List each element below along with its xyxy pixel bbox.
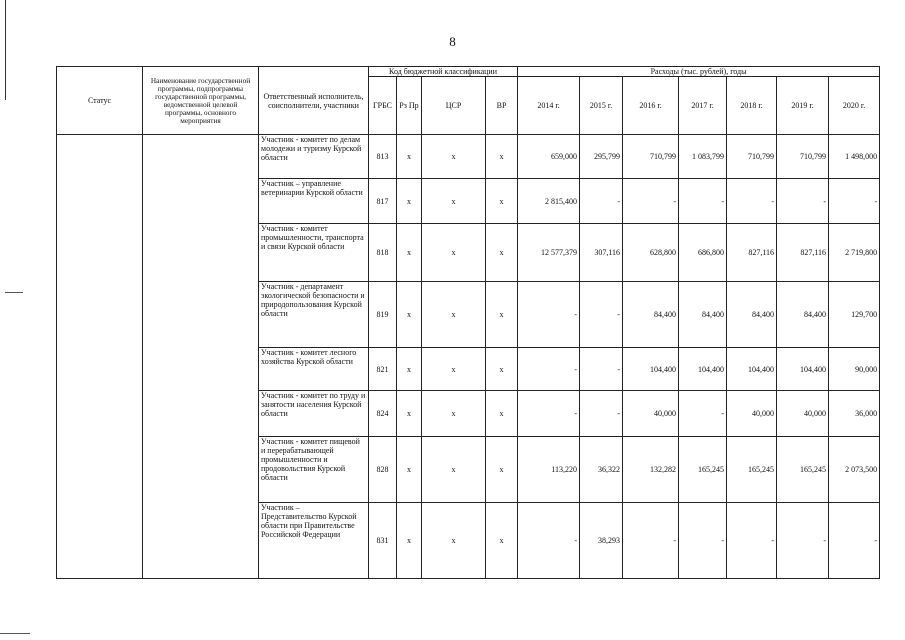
- budget-table: [56, 66, 880, 579]
- value-cell: 84,400: [679, 282, 727, 348]
- rzpr-cell: x: [397, 503, 422, 579]
- executor-cell: Участник - комитет лесного хозяйства Курской области: [259, 348, 369, 391]
- value-cell: -: [518, 391, 580, 437]
- value-cell: -: [580, 282, 623, 348]
- rzpr-cell: x: [397, 179, 422, 224]
- value-cell: 307,116: [580, 224, 623, 282]
- value-cell: -: [679, 179, 727, 224]
- value-cell: -: [518, 282, 580, 348]
- executor-cell: Участник - комитет промышленности, транспорта и связи Курской области: [259, 224, 369, 282]
- executor-cell: Участник - комитет по делам молодежи и туризму Курской области: [259, 135, 369, 179]
- csr-cell: x: [422, 503, 486, 579]
- rzpr-cell: x: [397, 437, 422, 503]
- value-cell: 710,799: [623, 135, 679, 179]
- grbs-cell: 821: [369, 348, 397, 391]
- page-number: 8: [449, 34, 456, 49]
- value-cell: 710,799: [727, 135, 777, 179]
- header-budget-code-group: Код бюджетной классификации: [369, 67, 518, 77]
- value-cell: 827,116: [727, 224, 777, 282]
- bottom-margin-tick: [0, 633, 30, 634]
- value-cell: -: [727, 179, 777, 224]
- name-cell: [143, 135, 259, 579]
- value-cell: 165,245: [777, 437, 829, 503]
- value-cell: -: [623, 503, 679, 579]
- executor-cell: Участник - комитет пищевой и перерабатывающей промышленности и продовольствия Курской области: [259, 437, 369, 503]
- rzpr-cell: x: [397, 391, 422, 437]
- value-cell: -: [580, 348, 623, 391]
- value-cell: -: [518, 348, 580, 391]
- left-margin-line: [5, 0, 6, 100]
- vr-cell: x: [486, 503, 518, 579]
- header-csr: ЦСР: [422, 77, 486, 135]
- csr-cell: x: [422, 437, 486, 503]
- value-cell: -: [777, 179, 829, 224]
- value-cell: 84,400: [727, 282, 777, 348]
- executor-cell: Участник – Представительство Курской области при Правительстве Российской Федерации: [259, 503, 369, 579]
- value-cell: 36,000: [829, 391, 880, 437]
- value-cell: 40,000: [777, 391, 829, 437]
- rzpr-cell: x: [397, 348, 422, 391]
- value-cell: 295,799: [580, 135, 623, 179]
- vr-cell: x: [486, 437, 518, 503]
- value-cell: 36,322: [580, 437, 623, 503]
- value-cell: 132,282: [623, 437, 679, 503]
- header-name: Наименование государственной программы, подпрограммы государственной программы, ведомственной целевой программы, основного мероприятия: [143, 67, 259, 135]
- vr-cell: x: [486, 391, 518, 437]
- value-cell: 104,400: [727, 348, 777, 391]
- rzpr-cell: x: [397, 135, 422, 179]
- header-year-2015: 2015 г.: [580, 77, 623, 135]
- csr-cell: x: [422, 135, 486, 179]
- value-cell: 84,400: [623, 282, 679, 348]
- header-grbs: ГРБС: [369, 77, 397, 135]
- header-year-2016: 2016 г.: [623, 77, 679, 135]
- grbs-cell: 824: [369, 391, 397, 437]
- value-cell: 84,400: [777, 282, 829, 348]
- status-cell: [57, 135, 143, 579]
- value-cell: 38,293: [580, 503, 623, 579]
- vr-cell: x: [486, 282, 518, 348]
- rzpr-cell: x: [397, 282, 422, 348]
- value-cell: 40,000: [727, 391, 777, 437]
- value-cell: -: [518, 503, 580, 579]
- value-cell: 2 815,400: [518, 179, 580, 224]
- value-cell: 104,400: [777, 348, 829, 391]
- value-cell: 113,220: [518, 437, 580, 503]
- value-cell: 104,400: [679, 348, 727, 391]
- header-expenses-group: Расходы (тыс. рублей), годы: [518, 67, 880, 77]
- value-cell: 2 073,500: [829, 437, 880, 503]
- grbs-cell: 818: [369, 224, 397, 282]
- value-cell: 165,245: [679, 437, 727, 503]
- grbs-cell: 813: [369, 135, 397, 179]
- vr-cell: x: [486, 224, 518, 282]
- csr-cell: x: [422, 282, 486, 348]
- grbs-cell: 819: [369, 282, 397, 348]
- value-cell: -: [829, 179, 880, 224]
- value-cell: 1 498,000: [829, 135, 880, 179]
- value-cell: -: [679, 503, 727, 579]
- value-cell: -: [777, 503, 829, 579]
- value-cell: 165,245: [727, 437, 777, 503]
- grbs-cell: 817: [369, 179, 397, 224]
- executor-cell: Участник - департамент экологической безопасности и природопользования Курской области: [259, 282, 369, 348]
- vr-cell: x: [486, 135, 518, 179]
- value-cell: 827,116: [777, 224, 829, 282]
- csr-cell: x: [422, 391, 486, 437]
- value-cell: 659,000: [518, 135, 580, 179]
- header-year-2020: 2020 г.: [829, 77, 880, 135]
- value-cell: -: [580, 391, 623, 437]
- rzpr-cell: x: [397, 224, 422, 282]
- header-year-2018: 2018 г.: [727, 77, 777, 135]
- header-year-2014: 2014 г.: [518, 77, 580, 135]
- value-cell: 710,799: [777, 135, 829, 179]
- executor-cell: Участник - комитет по труду и занятости населения Курской области: [259, 391, 369, 437]
- value-cell: -: [623, 179, 679, 224]
- value-cell: -: [580, 179, 623, 224]
- csr-cell: x: [422, 179, 486, 224]
- header-executor: Ответственный исполнитель, соисполнители, участники: [259, 67, 369, 135]
- value-cell: -: [679, 391, 727, 437]
- vr-cell: x: [486, 348, 518, 391]
- value-cell: -: [727, 503, 777, 579]
- header-year-2017: 2017 г.: [679, 77, 727, 135]
- grbs-cell: 831: [369, 503, 397, 579]
- value-cell: 2 719,800: [829, 224, 880, 282]
- header-status: Статус: [57, 67, 143, 135]
- grbs-cell: 828: [369, 437, 397, 503]
- value-cell: 104,400: [623, 348, 679, 391]
- vr-cell: x: [486, 179, 518, 224]
- header-year-2019: 2019 г.: [777, 77, 829, 135]
- header-rzpr: Рз Пр: [397, 77, 422, 135]
- csr-cell: x: [422, 348, 486, 391]
- value-cell: -: [829, 503, 880, 579]
- value-cell: 686,800: [679, 224, 727, 282]
- value-cell: 129,700: [829, 282, 880, 348]
- value-cell: 628,800: [623, 224, 679, 282]
- left-margin-tick: [5, 292, 23, 293]
- csr-cell: x: [422, 224, 486, 282]
- value-cell: 12 577,379: [518, 224, 580, 282]
- value-cell: 90,000: [829, 348, 880, 391]
- executor-cell: Участник – управление ветеринарии Курской области: [259, 179, 369, 224]
- header-vr: ВР: [486, 77, 518, 135]
- value-cell: 40,000: [623, 391, 679, 437]
- value-cell: 1 083,799: [679, 135, 727, 179]
- table-row: [57, 135, 880, 179]
